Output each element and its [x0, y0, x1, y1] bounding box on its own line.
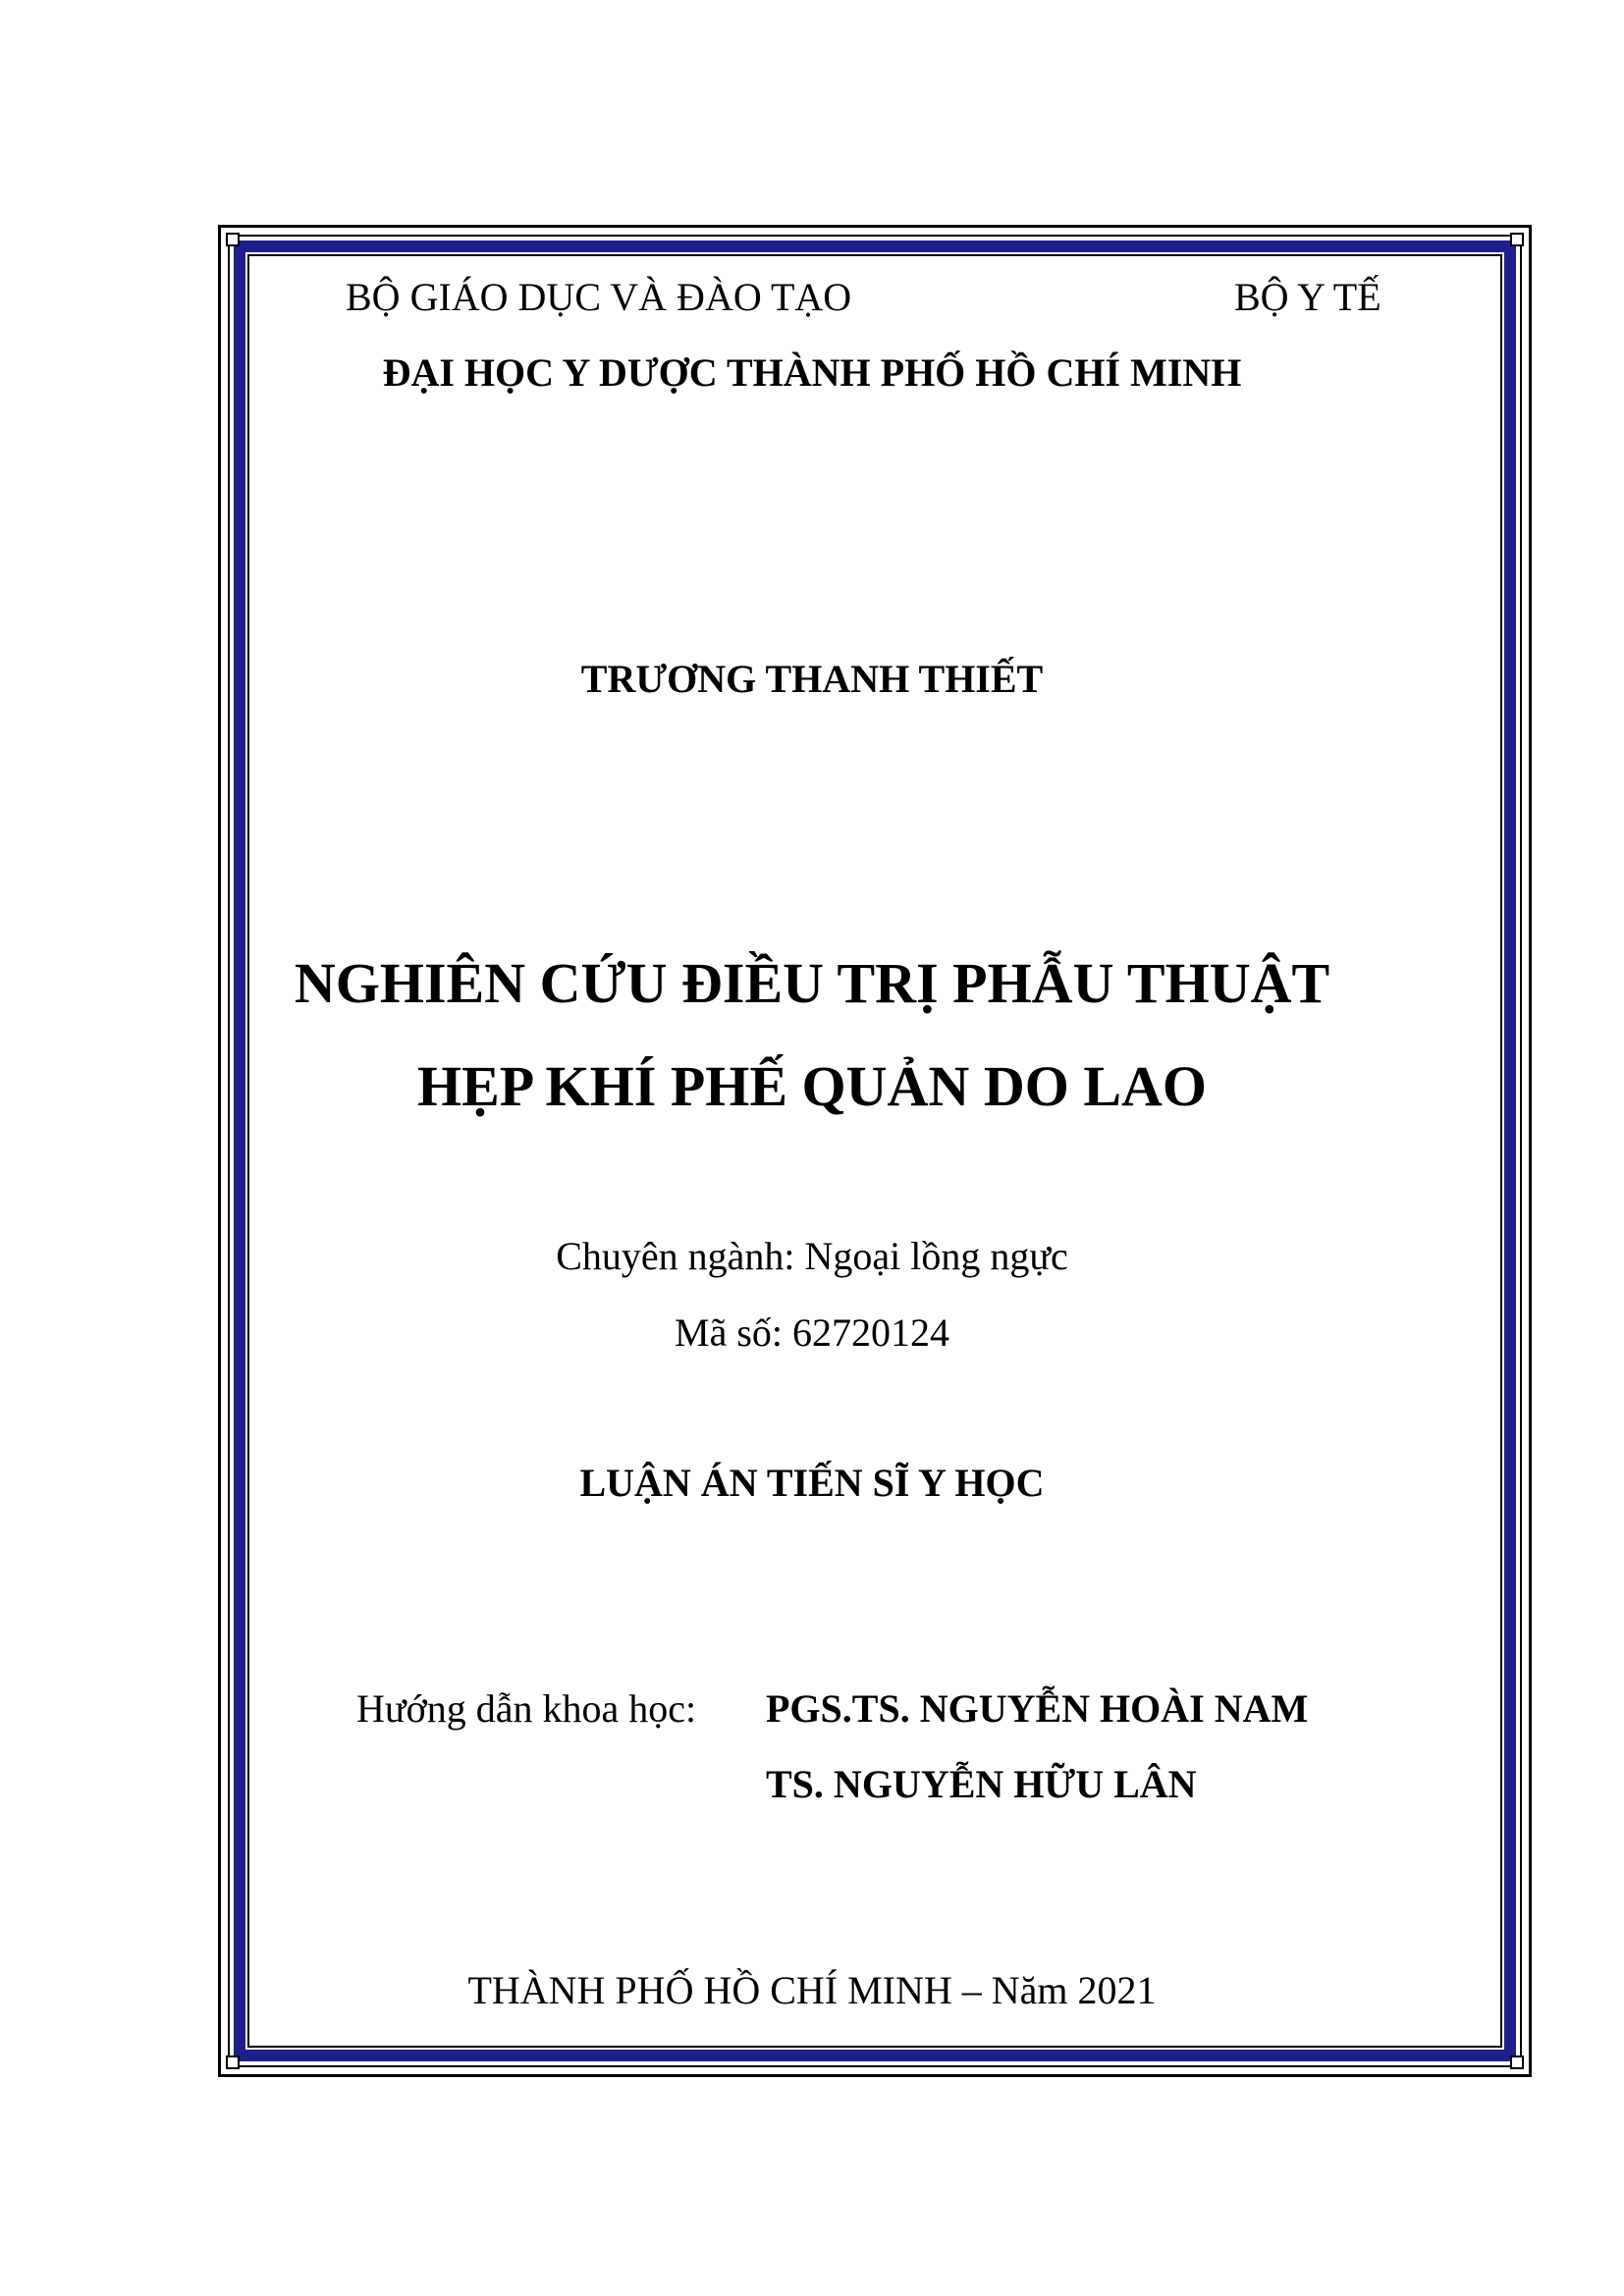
author-name: TRƯƠNG THANH THIẾT [580, 657, 1044, 701]
place-and-year: THÀNH PHỐ HỒ CHÍ MINH – Năm 2021 [467, 1968, 1157, 2012]
frame-corner-ornament [218, 225, 247, 254]
ministry-education: BỘ GIÁO DỤC VÀ ĐÀO TẠO [346, 275, 852, 319]
advisor-label: Hướng dẫn khoa học: [356, 1686, 697, 1731]
frame-corner-ornament [218, 2048, 247, 2077]
degree-type: LUẬN ÁN TIẾN SĨ Y HỌC [579, 1461, 1045, 1505]
frame-corner-ornament [1502, 2048, 1532, 2077]
frame-corner-ornament [1502, 225, 1532, 254]
ministry-health: BỘ Y TẾ [1234, 275, 1381, 319]
university-name: ĐẠI HỌC Y DƯỢC THÀNH PHỐ HỒ CHÍ MINH [382, 350, 1242, 395]
thesis-title-line-1: NGHIÊN CỨU ĐIỀU TRỊ PHẪU THUẬT [294, 951, 1330, 1015]
specialty-code: Mã số: 62720124 [675, 1310, 949, 1355]
thesis-title-line-2: HẸP KHÍ PHẾ QUẢN DO LAO [416, 1054, 1207, 1118]
advisor-name: PGS.TS. NGUYỄN HOÀI NAM [766, 1686, 1309, 1731]
specialty: Chuyên ngành: Ngoại lồng ngực [556, 1234, 1068, 1278]
advisor-name: TS. NGUYỄN HỮU LÂN [766, 1762, 1197, 1806]
